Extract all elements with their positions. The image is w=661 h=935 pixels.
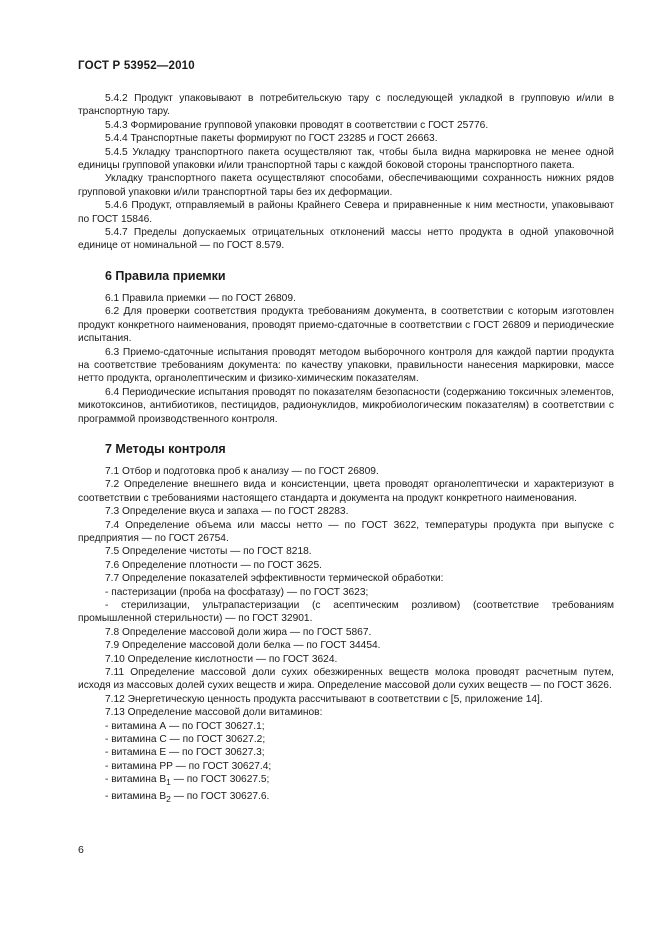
list-item-vitamin-b2 [78, 790, 614, 806]
clause-5-4-4: 5.4.4 Транспортные пакеты формируют по ГОСТ 23285 и ГОСТ 26663. [105, 133, 438, 145]
clause-7-6: 7.6 Определение плотности — по ГОСТ 3625. [105, 559, 322, 571]
section-6-title: 6 Правила приемки [105, 268, 226, 283]
vitamin-b1-subscript: 1 [166, 777, 171, 788]
clause-6-4: 6.4 Периодические испытания проводят по показателям безопасности (содержанию токсичных элементов, микотоксинов, антибиотиков, пестицидов, радионуклидов, микробиологическим показателям) в соответствии с программой производственного контроля. [78, 386, 614, 425]
list-item-pasteurization: - пастеризации (проба на фосфатазу) — по ГОСТ 3623; [105, 586, 369, 598]
clause-7-2: 7.2 Определение внешнего вида и консистенции, цвета проводят органолептически и характеризуют в соответствии с требованиями настоящего стандарта и документа на продукт конкретного наименования. [78, 479, 614, 504]
clause-5-4-3: 5.4.3 Формирование групповой упаковки проводят в соответствии с ГОСТ 25776. [105, 119, 489, 131]
list-item-sterilization: - стерилизации, ультрапастеризации (с асептическим розливом) (соответствие требованиям промышленной стерильности) — по ГОСТ 32901. [78, 600, 614, 625]
clause-7-7: 7.7 Определение показателей эффективности термической обработки: [105, 573, 444, 585]
clause-7-8: 7.8 Определение массовой доли жира — по ГОСТ 5867. [105, 626, 372, 638]
clause-5-4-2: 5.4.2 Продукт упаковывают в потребительскую тару с последующей укладкой в групповую и/или в транспортную тару. [78, 93, 614, 118]
section-7-title: 7 Методы контроля [105, 441, 226, 456]
clause-7-13: 7.13 Определение массовой доли витаминов: [105, 707, 323, 719]
list-item-vitamin-b1 [78, 773, 614, 789]
clause-5-4-7: 5.4.7 Пределы допускаемых отрицательных отклонений массы нетто продукта в одной упаковочной единице от номинальной — по ГОСТ 8.579. [78, 227, 614, 252]
clause-7-1: 7.1 Отбор и подготовка проб к анализу — по ГОСТ 26809. [105, 465, 379, 477]
page-number: 6 [78, 844, 84, 856]
clause-7-11: 7.11 Определение массовой доли сухих обезжиренных веществ молока проводят расчетным путем, исходя из массовых долей сухих веществ и жира. Определение массовой доли сухих веществ — по ГОСТ 3626. [78, 667, 614, 692]
list-item-vitamin-c: - витамина С — по ГОСТ 30627.2; [105, 734, 266, 746]
clause-6-1: 6.1 Правила приемки — по ГОСТ 26809. [105, 292, 296, 304]
vitamin-b2-prefix: - витамина B [105, 790, 167, 802]
clause-7-12: 7.12 Энергетическую ценность продукта рассчитывают в соответствии с [5, приложение 14]. [105, 693, 543, 705]
clause-7-10: 7.10 Определение кислотности — по ГОСТ 3624. [105, 653, 338, 665]
list-item-vitamin-pp: - витамина PP — по ГОСТ 30627.4; [105, 760, 272, 772]
clause-5-4-5: 5.4.5 Укладку транспортного пакета осуществляют так, чтобы была видна маркировка не менее одной единицы групповой упаковки и/или транспортной тары с каждой боковой стороны транспортного пакета. [78, 146, 614, 172]
clause-7-9: 7.9 Определение массовой доли белка — по ГОСТ 34454. [105, 640, 381, 652]
clause-7-5: 7.5 Определение чистоты — по ГОСТ 8218. [105, 546, 312, 558]
clause-6-3: 6.3 Приемо-сдаточные испытания проводят методом выборочного контроля для каждой партии продукта на соответствие требованиям документа: по качеству упаковки, правильности нанесения маркировки, массе нетто продукта, органолептическим и физико-химическим показателям. [78, 346, 614, 385]
clause-7-4: 7.4 Определение объема или массы нетто — по ГОСТ 3622, температуры продукта при выпуске с предприятия — по ГОСТ 26754. [78, 519, 614, 544]
clause-5-4-6: 5.4.6 Продукт, отправляемый в районы Крайнего Севера и приравненные к ним местности, упаковывают по ГОСТ 15846. [78, 200, 614, 225]
vitamin-b2-suffix: — по ГОСТ 30627.6. [170, 790, 270, 802]
list-item-vitamin-a: - витамина А — по ГОСТ 30627.1; [105, 720, 265, 732]
page-content [78, 92, 614, 806]
clause-6-2: 6.2 Для проверки соответствия продукта требованиям документа, в соответствии с которым изготовлен продукт конкретного наименования, проводят приемо-сдаточные в соответствии с ГОСТ 26809 и периодические испытания. [78, 306, 614, 345]
list-item-vitamin-e: - витамина Е — по ГОСТ 30627.3; [105, 747, 265, 759]
clause-7-3: 7.3 Определение вкуса и запаха — по ГОСТ 28283. [105, 506, 349, 518]
vitamin-b2-subscript: 2 [166, 793, 171, 804]
vitamin-b1-prefix: - витамина B [105, 774, 167, 786]
document-header: ГОСТ Р 53952—2010 [78, 60, 195, 72]
vitamin-b1-suffix: — по ГОСТ 30627.5; [170, 774, 270, 786]
clause-5-4-5-continued: Укладку транспортного пакета осуществляют способами, обеспечивающими сохранность нижних рядов групповой упаковки и/или транспортной тары без их деформации. [78, 173, 614, 198]
